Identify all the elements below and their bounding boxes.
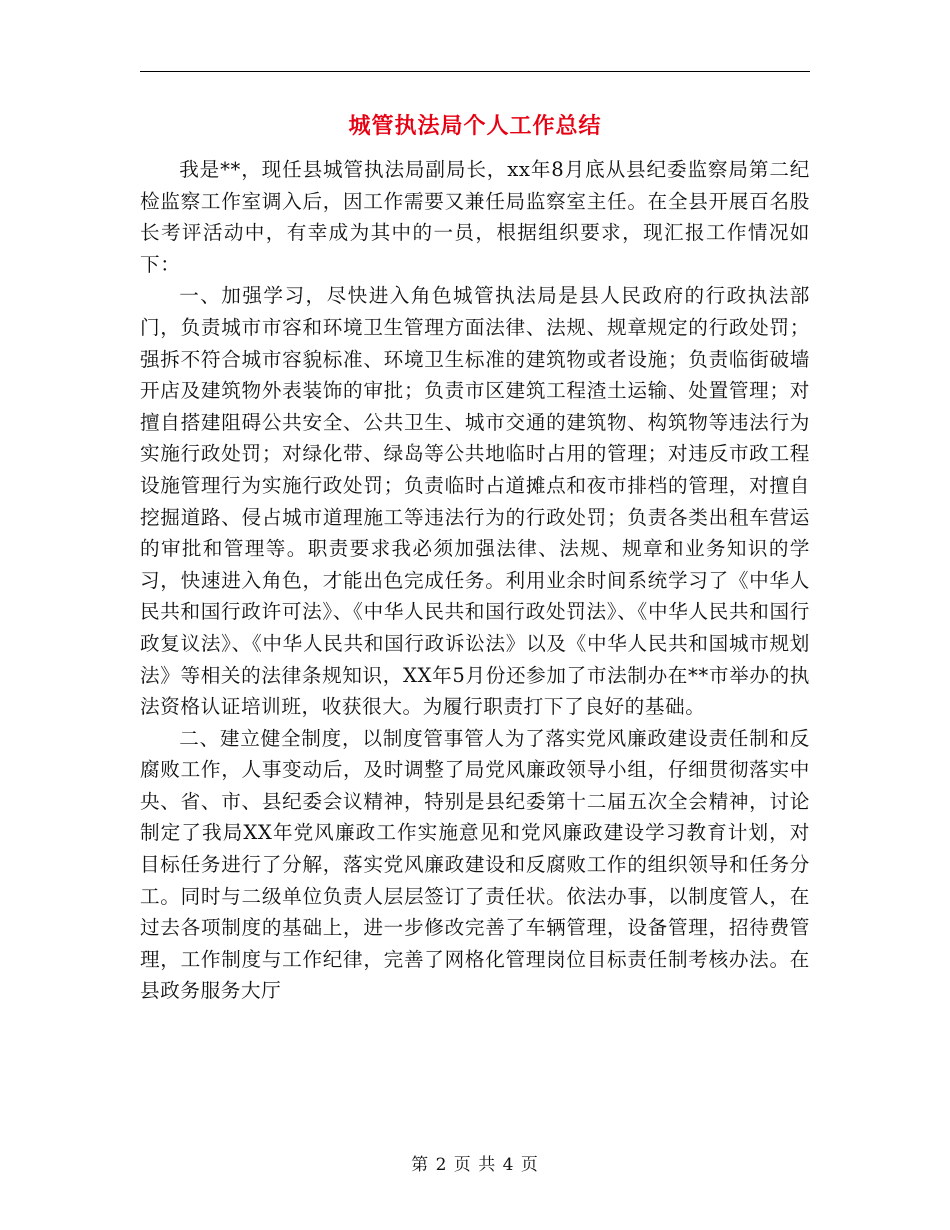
paragraph-intro: 我是**，现任县城管执法局副局长，xx年8月底从县纪委监察局第二纪检监察工作室调入后，因工作需要又兼任局监察室主任。在全县开展百名股长考评活动中，有幸成为其中的一员，根据组织要求，现汇报工作情况如下：: [140, 158, 810, 276]
page-number-footer: 第 2 页 共 4 页: [411, 1155, 539, 1175]
paragraph-section-2: 二、建立健全制度，以制度管事管人为了落实党风廉政建设责任制和反腐败工作，人事变动后，及时调整了局党风廉政领导小组，仔细贯彻落实中央、省、市、县纪委会议精神，特别是县纪委第十二届五次全会精神，讨论制定了我局XX年党风廉政工作实施意见和党风廉政建设学习教育计划，对目标任务进行了分解，落实党风廉政建设和反腐败工作的组织领导和任务分工。同时与二级单位负责人层层签订了责任状。依法办事，以制度管人，在过去各项制度的基础上，进一步修改完善了车辆管理，设备管理，招待费管理，工作制度与工作纪律，完善了网格化管理岗位目标责任制考核办法。在县政务服务大厅: [140, 726, 810, 1003]
paragraph-section-1: 一、加强学习，尽快进入角色城管执法局是县人民政府的行政执法部门，负责城市市容和环境卫生管理方面法律、法规、规章规定的行政处罚；强拆不符合城市容貌标准、环境卫生标准的建筑物或者设施；负责临街破墙开店及建筑物外表装饰的审批；负责市区建筑工程渣土运输、处置管理；对擅自搭建阻碍公共安全、公共卫生、城市交通的建筑物、构筑物等违法行为实施行政处罚；对绿化带、绿岛等公共地临时占用的管理；对违反市政工程设施管理行为实施行政处罚；负责临时占道摊点和夜市排档的管理，对擅自挖掘道路、侵占城市道理施工等违法行为的行政处罚；负责各类出租车营运的审批和管理等。职责要求我必须加强法律、法规、规章和业务知识的学习，快速进入角色，才能出色完成任务。利用业余时间系统学习了《中华人民共和国行政许可法》、《中华人民共和国行政处罚法》、《中华人民共和国行政复议法》、《中华人民共和国行政诉讼法》以及《中华人民共和国城市规划法》等相关的法律条规知识，XX年5月份还参加了市法制办在**市举办的执法资格认证培训班，收获很大。为履行职责打下了良好的基础。: [140, 284, 810, 719]
document-body: [140, 154, 810, 1007]
header-rule: [140, 71, 810, 72]
document-title: 城管执法局个人工作总结: [348, 113, 602, 139]
